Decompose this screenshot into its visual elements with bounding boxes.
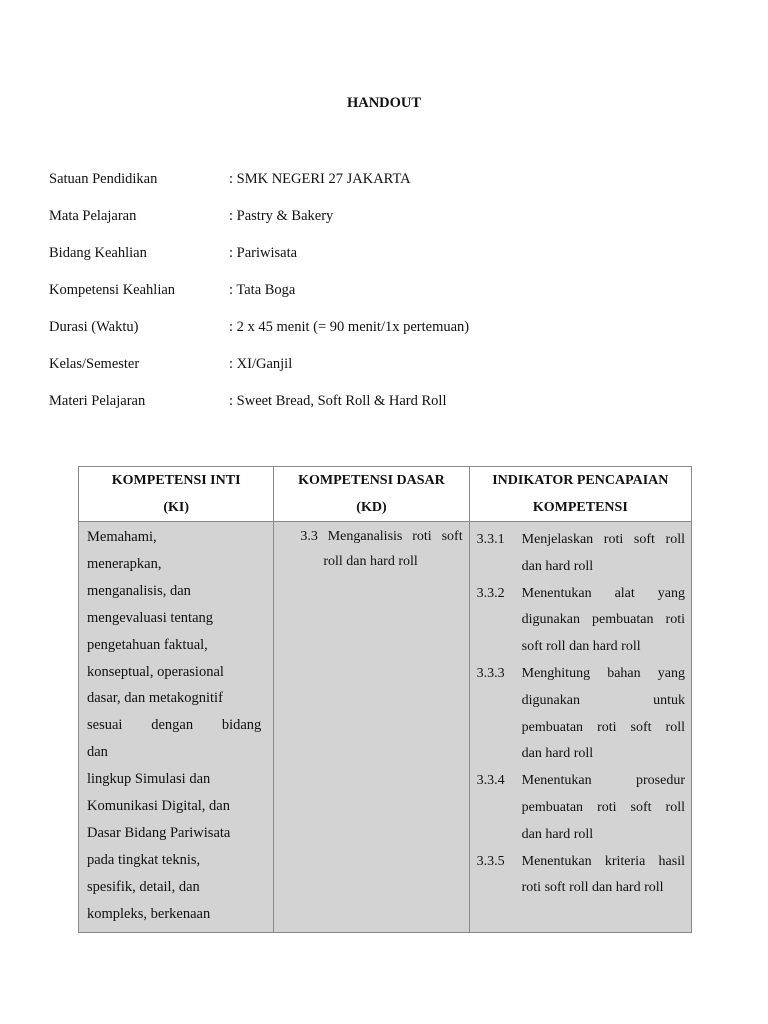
header-kompetensi-dasar [274, 467, 469, 522]
word: yang [657, 665, 685, 681]
word: soft [630, 719, 652, 735]
indicator-text [522, 768, 685, 848]
word: Menghitung [521, 665, 591, 681]
indicator-line: dan hard roll [521, 826, 594, 842]
ki-line: Komunikasi Digital, dan [87, 798, 230, 815]
ki-line: spesifik, detail, dan [87, 878, 200, 895]
header-line: (KI) [163, 500, 189, 515]
info-label: Kelas/Semester [49, 356, 140, 372]
ki-line [87, 712, 261, 739]
indicator-number: 3.3.4 [476, 773, 505, 789]
indicator-number: 3.3.1 [476, 532, 505, 547]
header-indikator [469, 467, 691, 522]
header-line: (KD) [356, 500, 387, 515]
ki-line: konseptual, operasional [87, 663, 224, 680]
info-value: : SMK NEGERI 27 JAKARTA [229, 171, 411, 187]
indicator-number: 3.3.2 [476, 585, 505, 601]
word: roti [597, 719, 617, 735]
indicator-text [522, 661, 685, 768]
word: Menganalisis [327, 529, 403, 544]
indicator-line: soft roll dan hard roll [521, 639, 641, 655]
word: dengan [151, 717, 194, 734]
indicator-list [470, 522, 691, 908]
word: alat [614, 585, 635, 601]
word: roll [665, 532, 685, 547]
info-label: Mata Pelajaran [49, 208, 137, 224]
ki-line: Dasar Bidang Pariwisata [87, 824, 231, 841]
indicator-text [522, 527, 685, 581]
info-label: Kompetensi Keahlian [49, 282, 176, 298]
word: hasil [658, 853, 685, 869]
header-line: INDIKATOR PENCAPAIAN [492, 473, 669, 488]
ki-line: mengevaluasi tentang [87, 609, 214, 626]
indicator-line: dan hard roll [521, 558, 594, 574]
competency-table [78, 466, 692, 933]
info-value: : Pariwisata [229, 245, 298, 261]
word: roll [665, 799, 685, 815]
ki-line: lingkup Simulasi dan [87, 771, 211, 788]
indicator-text [522, 849, 685, 903]
header-line: KOMPETENSI DASAR [298, 473, 445, 488]
info-value: : Tata Boga [229, 282, 296, 298]
header-kompetensi-inti [79, 467, 274, 522]
indicator-line [522, 688, 685, 715]
info-label: Materi Pelajaran [49, 393, 146, 409]
word: roti [603, 532, 624, 547]
ki-line: menganalisis, dan [87, 582, 191, 599]
indicator-line [522, 795, 685, 822]
word: digunakan [521, 612, 580, 628]
table-row [79, 522, 692, 933]
ki-cell [79, 522, 274, 933]
header-line: KOMPETENSI INTI [111, 473, 241, 488]
indicator-line [522, 715, 685, 742]
word: bahan [607, 665, 641, 681]
indicator-cell [469, 522, 691, 933]
word: roti [412, 529, 432, 544]
word: Menjelaskan [521, 532, 594, 547]
word: soft [633, 532, 655, 547]
word: pembuatan [521, 719, 584, 735]
ki-line: pada tingkat teknis, [87, 851, 201, 868]
kd-cell [274, 522, 469, 933]
word: yang [657, 585, 685, 601]
word: roti [597, 799, 617, 815]
kd-text [274, 522, 468, 574]
word: 3.3 [300, 529, 318, 544]
indicator-item [477, 849, 685, 903]
word: untuk [653, 692, 685, 708]
indicator-item [477, 661, 685, 768]
info-label: Bidang Keahlian [49, 245, 147, 261]
word: kriteria [604, 853, 646, 869]
indicator-line [522, 768, 685, 795]
document-title: HANDOUT [346, 95, 422, 111]
table-header-row [79, 467, 692, 522]
ki-line: pengetahuan faktual, [87, 636, 208, 653]
kd-line: roll dan hard roll [323, 554, 418, 569]
ki-line: kompleks, berkenaan [87, 905, 211, 922]
indicator-line [522, 849, 685, 876]
ki-line: dasar, dan metakognitif [87, 690, 223, 707]
word: roll [665, 719, 685, 735]
indicator-line [522, 661, 685, 688]
indicator-item [477, 581, 685, 661]
info-value: : Pastry & Bakery [229, 208, 334, 224]
info-value: : Sweet Bread, Soft Roll & Hard Roll [229, 393, 447, 409]
indicator-line: roti soft roll dan hard roll [521, 880, 664, 896]
ki-line: dan [87, 744, 108, 761]
word: Menentukan [521, 853, 592, 869]
indicator-line [522, 581, 685, 608]
word: sesuai [87, 717, 123, 734]
word: pembuatan [521, 799, 584, 815]
info-label: Satuan Pendidikan [49, 171, 158, 187]
word: pembuatan [592, 612, 654, 628]
ki-line: menerapkan, [87, 555, 162, 572]
info-label: Durasi (Waktu) [49, 319, 139, 335]
ki-line: Memahami, [87, 529, 157, 545]
indicator-number: 3.3.3 [476, 665, 505, 681]
info-value: : XI/Ganjil [229, 356, 293, 372]
word: prosedur [636, 773, 685, 789]
word: Menentukan [521, 585, 592, 601]
word: Menentukan [521, 773, 592, 789]
indicator-text [522, 581, 685, 661]
word: digunakan [521, 692, 580, 708]
header-line: KOMPETENSI [532, 500, 628, 515]
indicator-number: 3.3.5 [476, 853, 505, 869]
indicator-item [477, 527, 685, 581]
indicator-line [522, 607, 685, 634]
word: soft [441, 529, 463, 544]
word: bidang [221, 717, 262, 734]
ki-text [79, 522, 273, 932]
indicator-line: dan hard roll [521, 746, 594, 762]
info-value: : 2 x 45 menit (= 90 menit/1x pertemuan) [229, 319, 470, 335]
word: roti [665, 612, 685, 628]
word: soft [630, 799, 652, 815]
indicator-item [477, 768, 685, 848]
indicator-line [522, 527, 685, 554]
kd-line [280, 524, 462, 549]
